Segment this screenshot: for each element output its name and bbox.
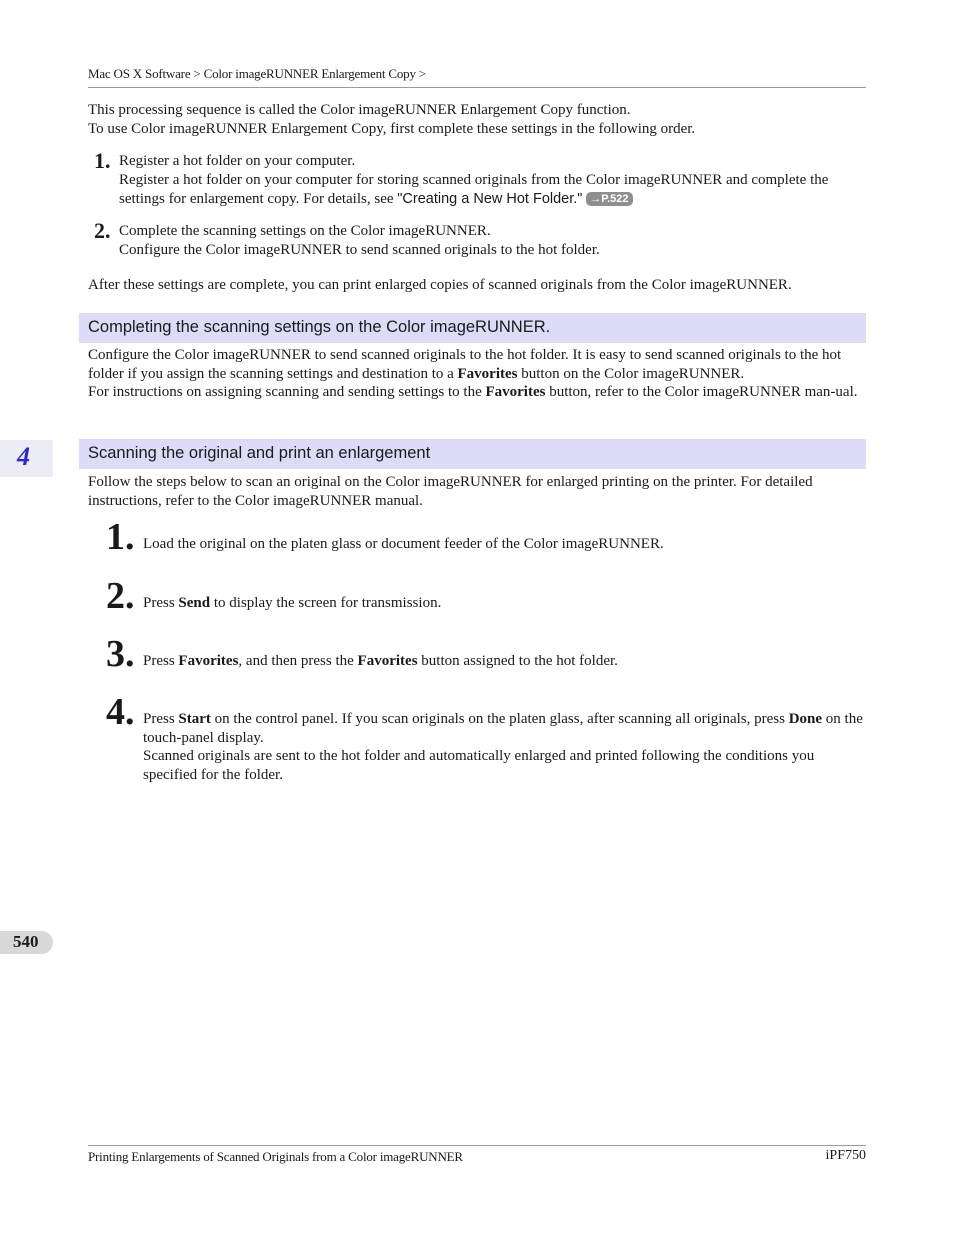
intro-line-1: This processing sequence is called the Color imageRUNNER Enlargement Copy function.: [88, 102, 631, 118]
intro-line-2: To use Color imageRUNNER Enlargement Copy, first complete these settings in the following order.: [88, 120, 696, 137]
step-text: Load the original on the platen glass or document feeder of the Color imageRUNNER.: [143, 536, 664, 552]
step-number: 1.: [106, 516, 135, 558]
intro-paragraph: [88, 101, 866, 138]
page-number-tab: [0, 931, 53, 954]
section2-intro: Follow the steps below to scan an original on the Color imageRUNNER for enlarged printing on the printer. For detailed instructions, refer to the Color imageRUNNER manual.: [88, 474, 813, 509]
step-body: Register a hot folder on your computer for storing scanned originals from the Color imageRUNNER and complete the settings for enlargement copy. For details, see "Creating a New Hot Folder." →P.522: [119, 172, 829, 207]
after-paragraph: After these settings are complete, you can print enlarged copies of scanned originals from the Color imageRUNNER.: [88, 277, 792, 293]
section-heading-bar: [79, 439, 866, 469]
footer-rule: [88, 1145, 866, 1146]
step-number: 3.: [106, 633, 135, 675]
footer-model: iPF750: [825, 1148, 866, 1163]
step-title: Register a hot folder on your computer.: [119, 153, 356, 169]
step-number: 4.: [106, 691, 135, 733]
footer-title: Printing Enlargements of Scanned Originals from a Color imageRUNNER: [88, 1149, 463, 1164]
step-body: Configure the Color imageRUNNER to send scanned originals to the hot folder.: [119, 242, 600, 258]
step-result: Scanned originals are sent to the hot folder and automatically enlarged and printed following the conditions you specified for the folder.: [143, 748, 815, 783]
chapter-number: 4: [17, 442, 30, 471]
header-rule: [88, 87, 866, 88]
step-text: Press Favorites, and then press the Favorites button assigned to the hot folder.: [143, 653, 618, 669]
section-heading: Scanning the original and print an enlargement: [88, 444, 431, 462]
step-text: Press Send to display the screen for transmission.: [143, 595, 442, 611]
page-ref-badge[interactable]: →P.522: [586, 192, 632, 206]
step-text: Press Start on the control panel. If you scan originals on the platen glass, after scanning all originals, press Done on the touch-panel display. Scanned originals are sent to the hot folder and automatically enlarged and printed following the conditions you specified for the folder.: [143, 710, 866, 784]
page-number: 540: [13, 932, 39, 951]
section-heading-bar: [79, 313, 866, 343]
step-title: Complete the scanning settings on the Color imageRUNNER.: [119, 223, 491, 239]
section1-paragraph-1: Configure the Color imageRUNNER to send scanned originals to the hot folder. It is easy to send scanned originals to the hot folder if you assign the scanning settings and destination to a Favorites button on the Color imageRUNNER.: [88, 347, 842, 382]
section1-body: [88, 346, 866, 402]
step-number: 1.: [94, 148, 111, 173]
chapter-tab: [0, 440, 53, 477]
section-heading: Completing the scanning settings on the Color imageRUNNER.: [88, 318, 551, 336]
step-number: 2.: [94, 218, 111, 243]
step-number: 2.: [106, 575, 135, 617]
hot-folder-link[interactable]: "Creating a New Hot Folder.": [397, 191, 583, 207]
section1-paragraph-2: For instructions on assigning scanning and sending settings to the Favorites button, refer to the Color imageRUNNER man-ual.: [88, 384, 858, 401]
breadcrumb: Mac OS X Software > Color imageRUNNER Enlargement Copy >: [88, 66, 426, 81]
